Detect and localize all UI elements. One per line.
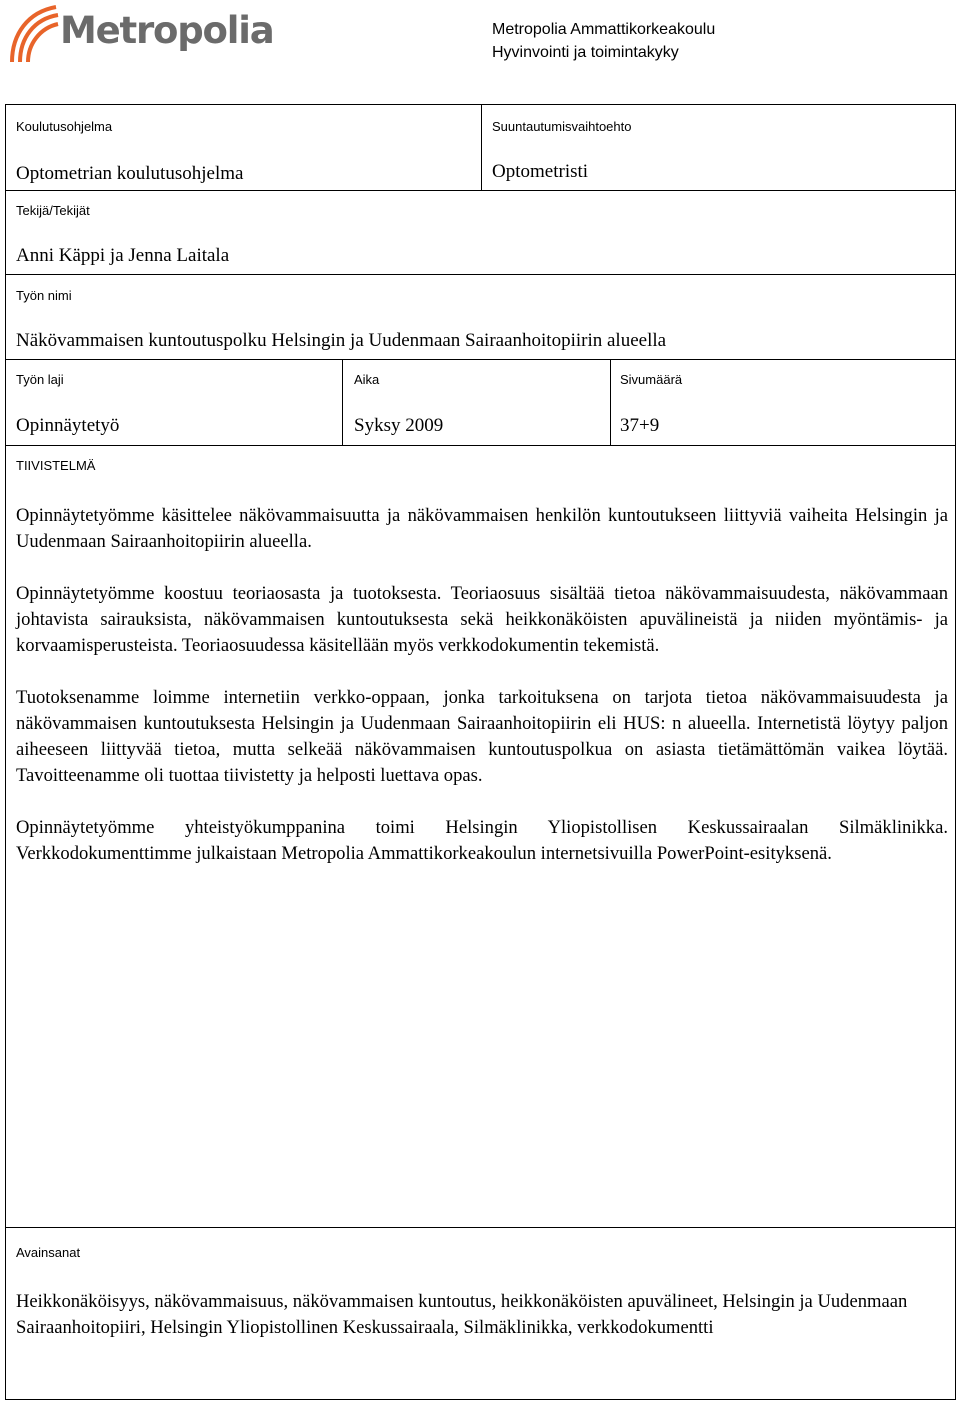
abstract-form	[5, 104, 956, 1400]
orientation-label: Suuntautumisvaihtoehto	[492, 119, 632, 134]
form-divider	[6, 1227, 955, 1228]
orientation-value: Optometristi	[492, 161, 589, 182]
title-value: Näkövammaisen kuntoutuspolku Helsingin ja Uudenmaan Sairaanhoitopiirin alueella	[16, 330, 667, 351]
program-label: Koulutusohjelma	[16, 119, 113, 134]
page-count-value: 37+9	[620, 415, 660, 436]
form-divider	[342, 359, 343, 445]
abstract-body	[16, 503, 948, 893]
authors-label: Tekijä/Tekijät	[16, 203, 90, 218]
form-divider	[6, 274, 955, 275]
page-count-label: Sivumäärä	[620, 372, 683, 387]
title-label: Työn nimi	[16, 288, 72, 303]
abstract-paragraph: Opinnäytetyömme käsittelee näkövammaisuutta ja näkövammaisen henkilön kuntoutukseen liittyviä vaiheita Helsingin ja Uudenmaan Sairaanhoitopiirin alueella.	[16, 505, 948, 552]
keywords-value: Heikkonäköisyys, näkövammaisuus, näkövammaisen kuntoutus, heikkonäköisten apuvälineet, Helsingin ja Uudenmaan Sairaanhoitopiiri, Helsingin Yliopistollinen Keskussairaala, Silmäklinikka, verkkodokumentti	[16, 1291, 908, 1338]
department-name: Hyvinvointi ja toimintakyky	[492, 44, 679, 61]
time-value: Syksy 2009	[354, 415, 444, 436]
work-type-value: Opinnäytetyö	[16, 415, 120, 436]
abstract-paragraph: Opinnäytetyömme koostuu teoriaosasta ja tuotoksesta. Teoriaosuus sisältää tietoa näkövammaisuudesta, näkövammaan johtavista sairauksista, näkövammaisen kuntoutuksesta sekä heikkonäköisten apuvälineistä ja niiden myöntämis- ja korvaamisperusteista. Teoriaosuudessa käsitellään myös verkkodokumentin tekemistä.	[16, 583, 948, 656]
form-divider	[610, 359, 611, 445]
form-divider	[6, 190, 955, 191]
time-label: Aika	[354, 372, 380, 387]
metropolia-arc-icon	[4, 4, 60, 66]
institution-name: Metropolia Ammattikorkeakoulu	[492, 21, 716, 38]
authors-value: Anni Käppi ja Jenna Laitala	[16, 245, 230, 266]
abstract-paragraph: Tuotoksenamme loimme internetiin verkko-oppaan, jonka tarkoituksena on tarjota tietoa näkövammaisuudesta ja näkövammaisen kuntoutuksesta Helsingin ja Uudenmaan Sairaanhoitopiirin eli HUS: n alueella. Internetistä löytyy paljon aiheeseen liittyvää tietoa, mutta selkeää näkövammaisen kuntoutuspolkua on asiasta tietämättömän vaikea löytää. Tavoitteenamme oli tuottaa tiivistetty ja helposti luettava opas.	[16, 687, 948, 786]
program-value: Optometrian koulutusohjelma	[16, 163, 244, 184]
form-divider	[6, 359, 955, 360]
abstract-paragraph: Opinnäytetyömme yhteistyökumppanina toimi Helsingin Yliopistollisen Keskussairaalan Silmäklinikka. Verkkodokumenttimme julkaistaan Metropolia Ammattikorkeakoulun internetsivuilla PowerPoint-esityksenä.	[16, 817, 948, 864]
form-divider	[481, 105, 482, 190]
abstract-label: TIIVISTELMÄ	[16, 458, 96, 473]
form-divider	[6, 445, 955, 446]
work-type-label: Työn laji	[16, 372, 64, 387]
keywords-label: Avainsanat	[16, 1245, 81, 1260]
metropolia-logo	[4, 4, 274, 66]
institution-header	[492, 18, 715, 64]
logo-wordmark: Metropolia	[60, 9, 274, 52]
